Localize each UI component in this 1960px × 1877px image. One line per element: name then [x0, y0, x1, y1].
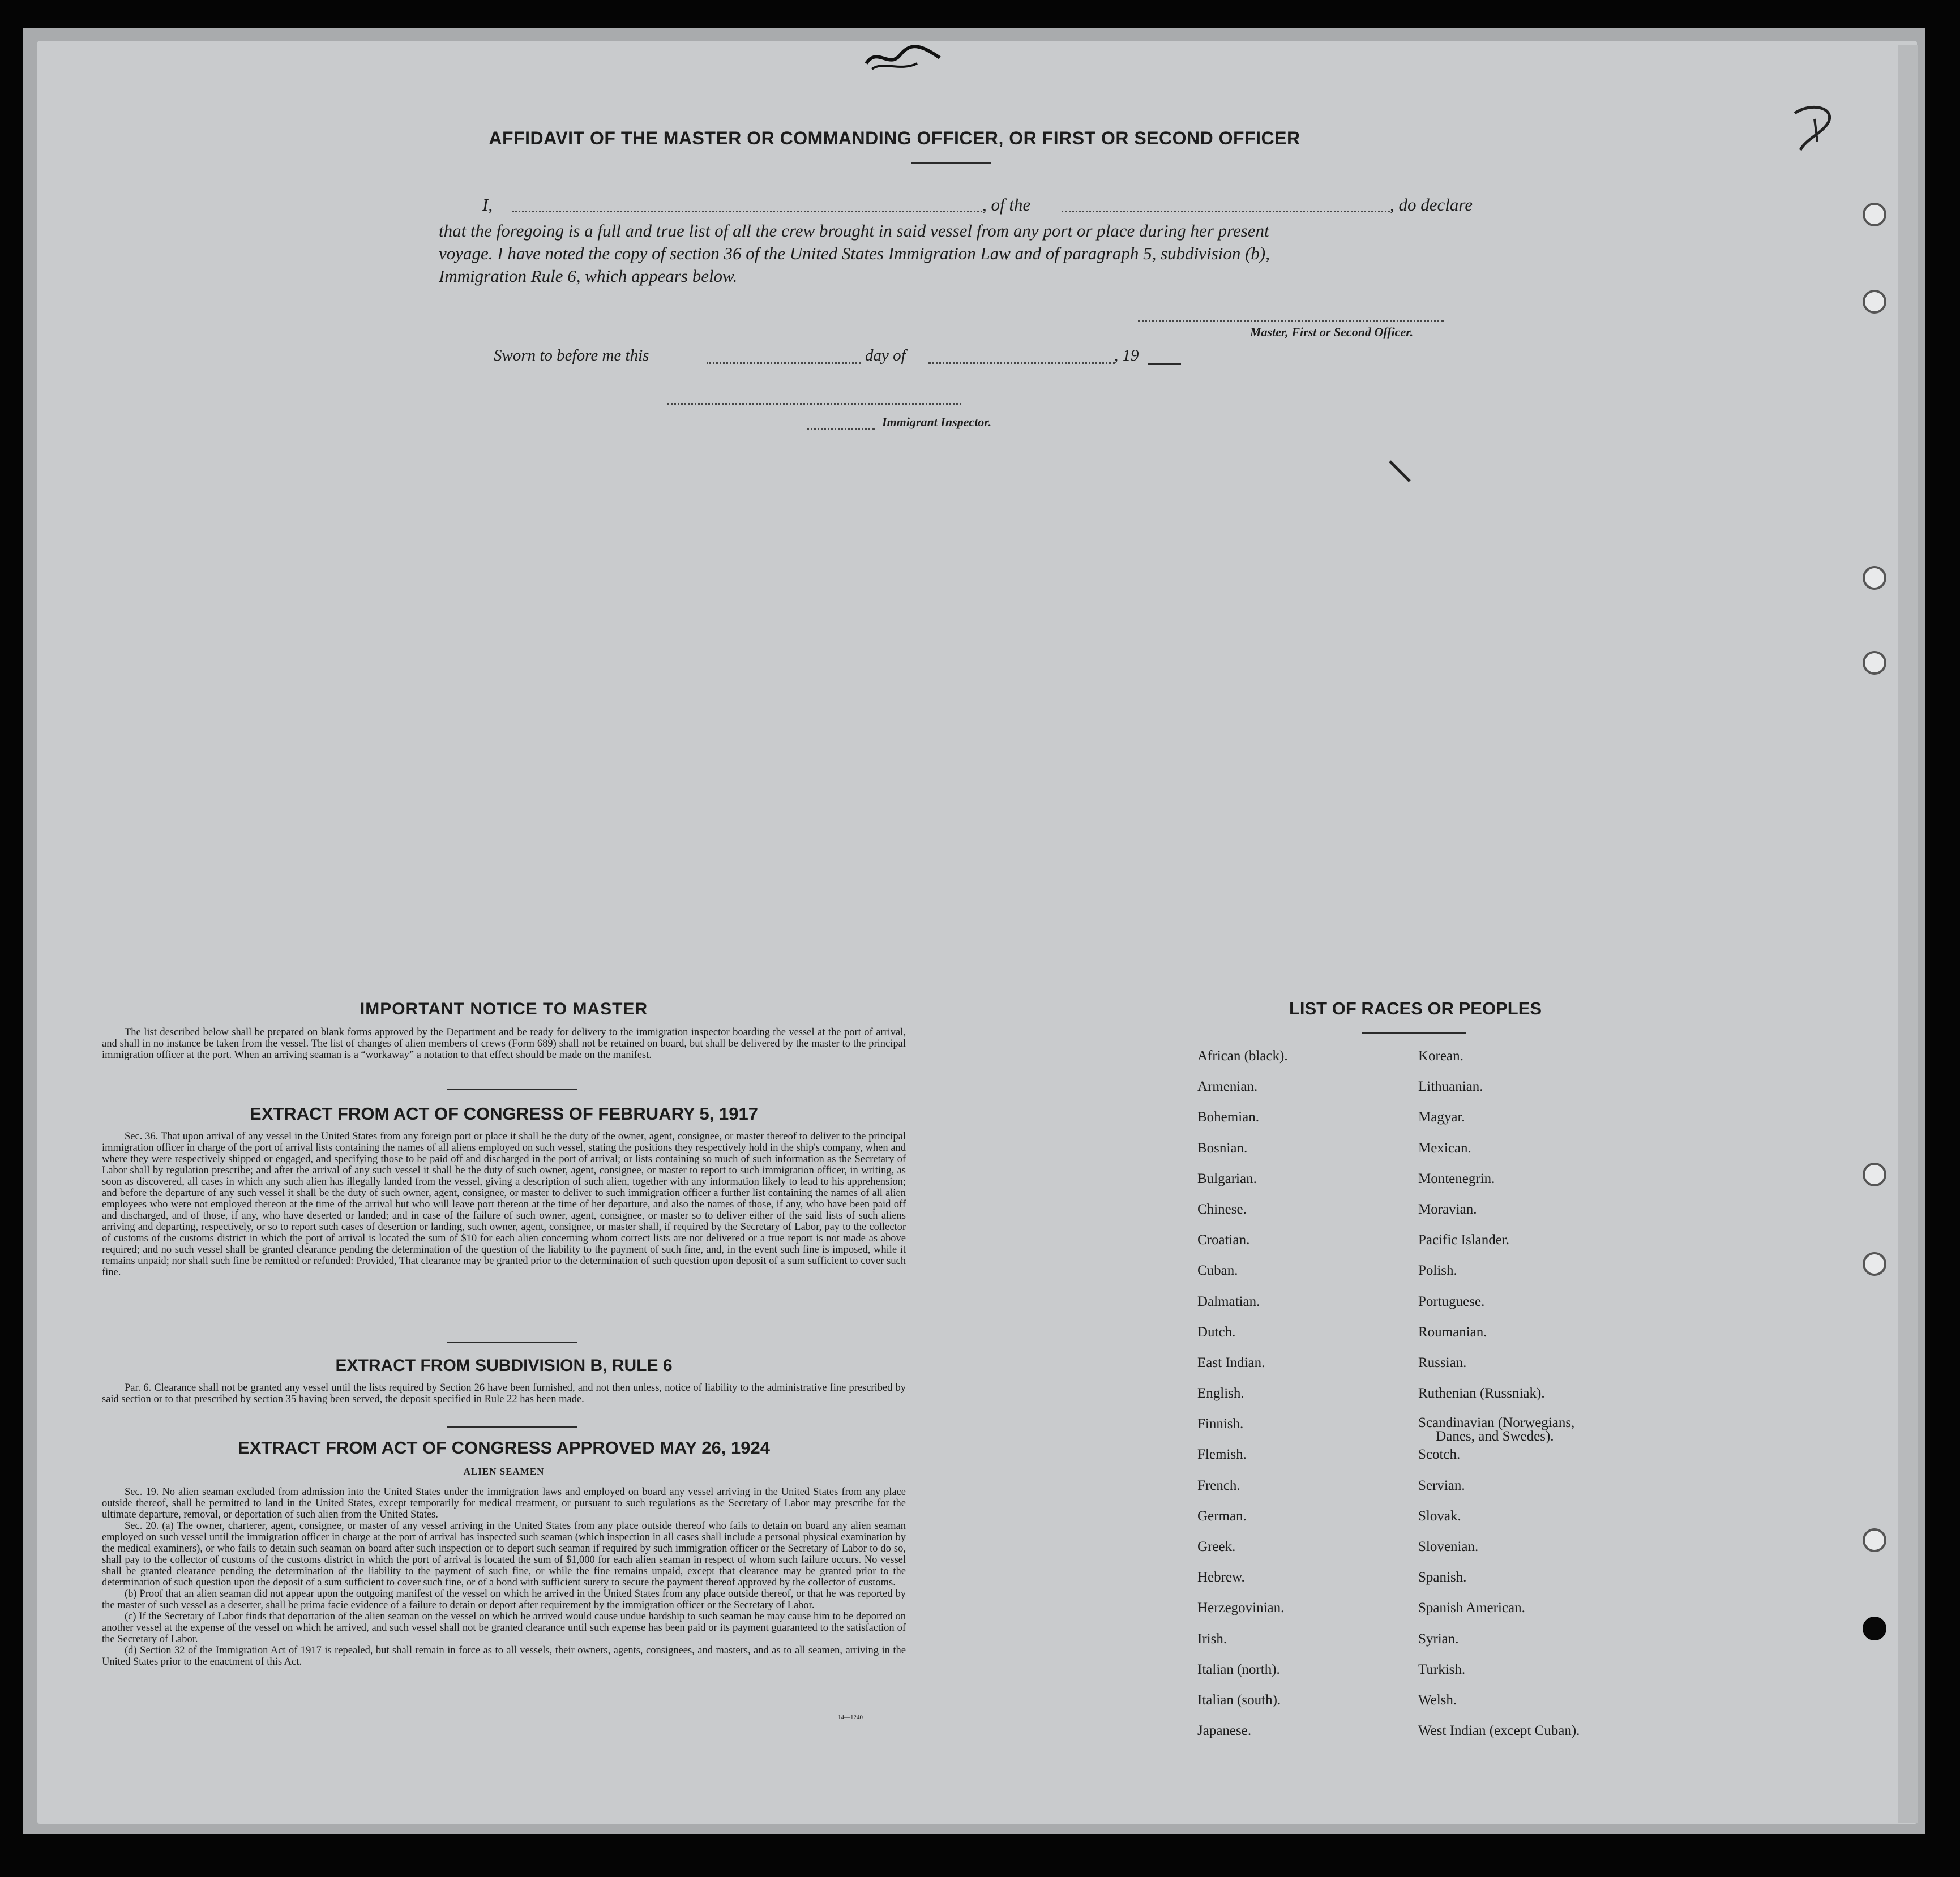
races-title: LIST OF RACES OR PEOPLES	[1289, 999, 1542, 1018]
sworn-day-blank	[707, 362, 861, 364]
sworn-text: Sworn to before me this	[494, 346, 649, 365]
binder-hole	[1863, 1163, 1886, 1186]
race-item: Chinese.	[1197, 1201, 1247, 1217]
race-item: Bohemian.	[1197, 1109, 1260, 1125]
race-item: Dutch.	[1197, 1324, 1236, 1340]
race-item: Servian.	[1418, 1477, 1465, 1493]
binder-hole	[1863, 1528, 1886, 1552]
section-20a-paragraph: Sec. 20. (a) The owner, charterer, agent, consignee, or master of any vessel arriving in the United States from any place outside thereof who fails to detain on board any alien seaman employed on such vessel until the immigration officer in charge at the port of arrival has inspected such seaman (which inspection in all cases shall include a personal physical examination by the medical examiners), or who fails to detain such seaman on board after such inspection or to deport such seaman if required by such immigration officer or the Secretary of Labor to do so, shall pay to the collector of customs of the customs district in which the port of arrival is located the sum of $1,000 for each alien seaman in respect of whom such failure occurs. No vessel shall be granted clearance pending the determination of the liability to the payment of such fine, or while the fine remains unpaid, except that clearance may be granted prior to the determination of such question upon the deposit of a sum sufficient to cover such fine, or of a bond with sufficient surety to secure the payment thereof approved by the collector of customs.	[102, 1520, 906, 1588]
divider	[447, 1426, 577, 1428]
binder-hole	[1863, 651, 1886, 675]
race-item: English.	[1197, 1386, 1244, 1402]
race-item: Syrian.	[1418, 1631, 1459, 1647]
race-item: Greek.	[1197, 1539, 1236, 1554]
race-item: Italian (north).	[1197, 1661, 1280, 1677]
sworn-year: , 19	[1114, 346, 1139, 365]
race-item: Irish.	[1197, 1631, 1227, 1647]
race-item: Portuguese.	[1418, 1293, 1485, 1309]
race-item: Lithuanian.	[1418, 1079, 1483, 1095]
race-item: Italian (south).	[1197, 1692, 1281, 1708]
section-20c-paragraph: (c) If the Secretary of Labor finds that deportation of the alien seaman on the vessel on which he arrived would cause undue hardship to such seaman he may cause him to be deported on another vessel at the expense of the vessel on which he arrived, and such vessel shall not be granted clearance until such expense has been paid or its payment guaranteed to the satisfaction of the Secretary of Labor.	[102, 1611, 906, 1645]
binder-hole	[1863, 290, 1886, 314]
notice-paragraph: The list described below shall be prepared on blank forms approved by the Department and be ready for delivery to the immigration inspector boarding the vessel at the port of arrival, and shall in no instance be taken from the vessel. The list of changes of alien members of crews (Form 689) shall not be retained on board, but shall be delivered by the master to the principal immigration officer at the port. When an arriving seaman is a “workaway” a notation to that effect should be made on the manifest.	[102, 1027, 906, 1061]
race-item: Korean.	[1418, 1048, 1463, 1064]
binder-hole	[1863, 566, 1886, 590]
race-item: Slovenian.	[1418, 1539, 1479, 1554]
races-right-column	[1418, 1048, 1580, 1754]
section-19-paragraph: Sec. 19. No alien seaman excluded from admission into the United States under the immigration laws and employed on board any vessel arriving in the United States from any place outside thereof, shall be permitted to land in the United States, except temporarily for medical treatment, or pursuant to such regulations as the Secretary of Labor may prescribe for the ultimate departure, removal, or deportation of such alien from the United States.	[102, 1486, 906, 1520]
signature-line	[1138, 320, 1444, 322]
race-item: Mexican.	[1418, 1140, 1471, 1156]
race-item: African (black).	[1197, 1048, 1288, 1064]
race-item: Roumanian.	[1418, 1324, 1487, 1340]
sworn-day-of: day of	[865, 346, 906, 365]
extract-rule6-title: EXTRACT FROM SUBDIVISION B, RULE 6	[335, 1356, 673, 1375]
section-20d-paragraph: (d) Section 32 of the Immigration Act of 1917 is repealed, but shall remain in force as to all vessels, their owners, agents, consignees, and masters, and as to all seamen, arriving in the United States prior to the enactment of this Act.	[102, 1645, 906, 1668]
inspector-signature-line	[667, 403, 961, 405]
binder-hole	[1863, 203, 1886, 226]
race-item: Turkish.	[1418, 1661, 1466, 1677]
notice-title: IMPORTANT NOTICE TO MASTER	[360, 1000, 648, 1018]
section-36-paragraph: Sec. 36. That upon arrival of any vessel in the United States from any foreign port or place it shall be the duty of the owner, agent, consignee, or master thereof to deliver to the principal immigration officer in charge of the port of arrival lists containing the names of all aliens employed on such vessel, stating the positions they respectively hold in the ship's company, when and where they were respectively shipped or engaged, and specifying those to be paid off and discharged in the port of arrival; or lists containing so much of such information as the Secretary of Labor shall by regulation prescribe; and after the arrival of any such vessel it shall be the duty of such owner, agent, consignee, or master to report to such immigration officer, in writing, as soon as discovered, all cases in which any such alien has illegally landed from the vessel, giving a description of such alien, together with any information likely to lead to his apprehension; and before the departure of any such vessel it shall be the duty of such owner, agent, consignee, or master to deliver to such immigration officer a further list containing the names of all alien employees who were not employed thereon at the time of the arrival but who will leave port thereon at the time of her departure, and also the names of those, if any, who have been paid off and discharged, and of those, if any, who have deserted or landed; and in case of the failure of such owner, agent, consignee, or master so to deliver either of the said lists of such aliens arriving and departing, respectively, or so to report such cases of desertion or landing, such owner, agent, consignee, or master shall, if required by the Secretary of Labor, pay to the collector of customs of the customs district in which the port of arrival is located the sum of $10 for each alien concerning whom correct lists are not delivered or a true report is not made as above required; and no such vessel shall be granted clearance pending the determination of the question of the liability to the payment of such fine, and, in the event such fine is imposed, while it remains unpaid; nor shall such fine be remitted or refunded: Provided, That clearance may be granted prior to the determination of such question upon deposit of a sum sufficient to cover such fine.	[102, 1131, 906, 1278]
binder-hole	[1863, 1617, 1886, 1640]
title-underline	[911, 162, 991, 164]
race-item: Slovak.	[1418, 1508, 1461, 1524]
declaration-i: I,	[482, 195, 493, 215]
race-item: Spanish American.	[1418, 1600, 1525, 1616]
page-edge	[1898, 45, 1918, 1823]
race-item: Spanish.	[1418, 1570, 1467, 1585]
races-title-underline	[1362, 1032, 1466, 1034]
inspector-label: Immigrant Inspector.	[882, 415, 992, 429]
affidavit-title: AFFIDAVIT OF THE MASTER OR COMMANDING OFFICER, OR FIRST OR SECOND OFFICER	[489, 128, 1300, 148]
race-item: Welsh.	[1418, 1692, 1457, 1708]
declaration-line-2: that the foregoing is a full and true list of all the crew brought in said vessel from any port or place during her present	[439, 221, 1269, 241]
declaration-do-declare: , do declare	[1390, 195, 1473, 215]
form-number: 14—1240	[838, 1714, 863, 1721]
race-item: Finnish.	[1197, 1416, 1244, 1432]
extract-1917-title: EXTRACT FROM ACT OF CONGRESS OF FEBRUARY 5, 1917	[250, 1104, 758, 1124]
race-item: Montenegrin.	[1418, 1171, 1495, 1186]
paragraph-6: Par. 6. Clearance shall not be granted any vessel until the lists required by Section 26 have been furnished, and not then unless, notice of liability to the administrative fine prescribed by said section or to that prescribed by section 35 having been served, the deposit specified in Rule 22 has been made.	[102, 1382, 906, 1405]
race-item: Bulgarian.	[1197, 1171, 1257, 1186]
race-item: Bosnian.	[1197, 1140, 1248, 1156]
race-item: Japanese.	[1197, 1723, 1252, 1739]
sworn-month-blank	[928, 362, 1115, 364]
sworn-year-blank	[1148, 363, 1181, 365]
race-item: Pacific Islander.	[1418, 1232, 1510, 1248]
race-item: Armenian.	[1197, 1079, 1258, 1095]
extract-1924-body	[102, 1486, 906, 1668]
races-left-column	[1197, 1048, 1288, 1754]
extract-rule6-body	[102, 1382, 906, 1405]
binder-hole	[1863, 1252, 1886, 1276]
extract-1917-body	[102, 1131, 906, 1278]
divider	[447, 1089, 577, 1090]
divider	[447, 1342, 577, 1343]
race-item: Polish.	[1418, 1263, 1457, 1279]
pen-mark-icon	[1387, 458, 1421, 487]
extract-1924-title: EXTRACT FROM ACT OF CONGRESS APPROVED MAY 26, 1924	[238, 1438, 770, 1458]
race-item: Russian.	[1418, 1355, 1467, 1370]
race-item: Flemish.	[1197, 1447, 1247, 1463]
vessel-blank	[1062, 211, 1390, 212]
race-item: Moravian.	[1418, 1201, 1477, 1217]
pen-mark-icon	[861, 41, 945, 75]
declaration-of-the: , of the	[982, 195, 1031, 215]
race-item: Scandinavian (Norwegians, Danes, and Swedes).	[1418, 1415, 1575, 1445]
race-item: Cuban.	[1197, 1263, 1238, 1279]
race-item: East Indian.	[1197, 1355, 1265, 1370]
signature-label: Master, First or Second Officer.	[1250, 325, 1414, 339]
race-item: Scotch.	[1418, 1447, 1461, 1463]
race-item: German.	[1197, 1508, 1247, 1524]
notice-body	[102, 1027, 906, 1061]
race-item: Dalmatian.	[1197, 1293, 1260, 1309]
race-item: Croatian.	[1197, 1232, 1250, 1248]
race-item: Ruthenian (Russniak).	[1418, 1386, 1545, 1402]
pen-mark-icon	[1783, 96, 1846, 158]
race-item: West Indian (except Cuban).	[1418, 1723, 1580, 1739]
race-item: Herzegovinian.	[1197, 1600, 1285, 1616]
alien-seamen-subtitle: ALIEN SEAMEN	[463, 1466, 545, 1477]
race-item: French.	[1197, 1477, 1240, 1493]
race-item: Hebrew.	[1197, 1570, 1245, 1585]
declaration-line-3: voyage. I have noted the copy of section 36 of the United States Immigration Law and of paragraph 5, subdivision (b),	[439, 243, 1270, 263]
declaration-line-4: Immigration Rule 6, which appears below.	[439, 266, 738, 286]
section-20b-paragraph: (b) Proof that an alien seaman did not appear upon the outgoing manifest of the vessel on which he arrived in the United States from any place outside thereof, or that he was reported by the master of such vessel as a deserter, shall be prima facie evidence of a failure to detain or deport after requirement by the immigration officer or the Secretary of Labor.	[102, 1588, 906, 1611]
name-blank	[512, 211, 982, 212]
inspector-short-line	[807, 428, 875, 430]
race-item: Magyar.	[1418, 1109, 1465, 1125]
